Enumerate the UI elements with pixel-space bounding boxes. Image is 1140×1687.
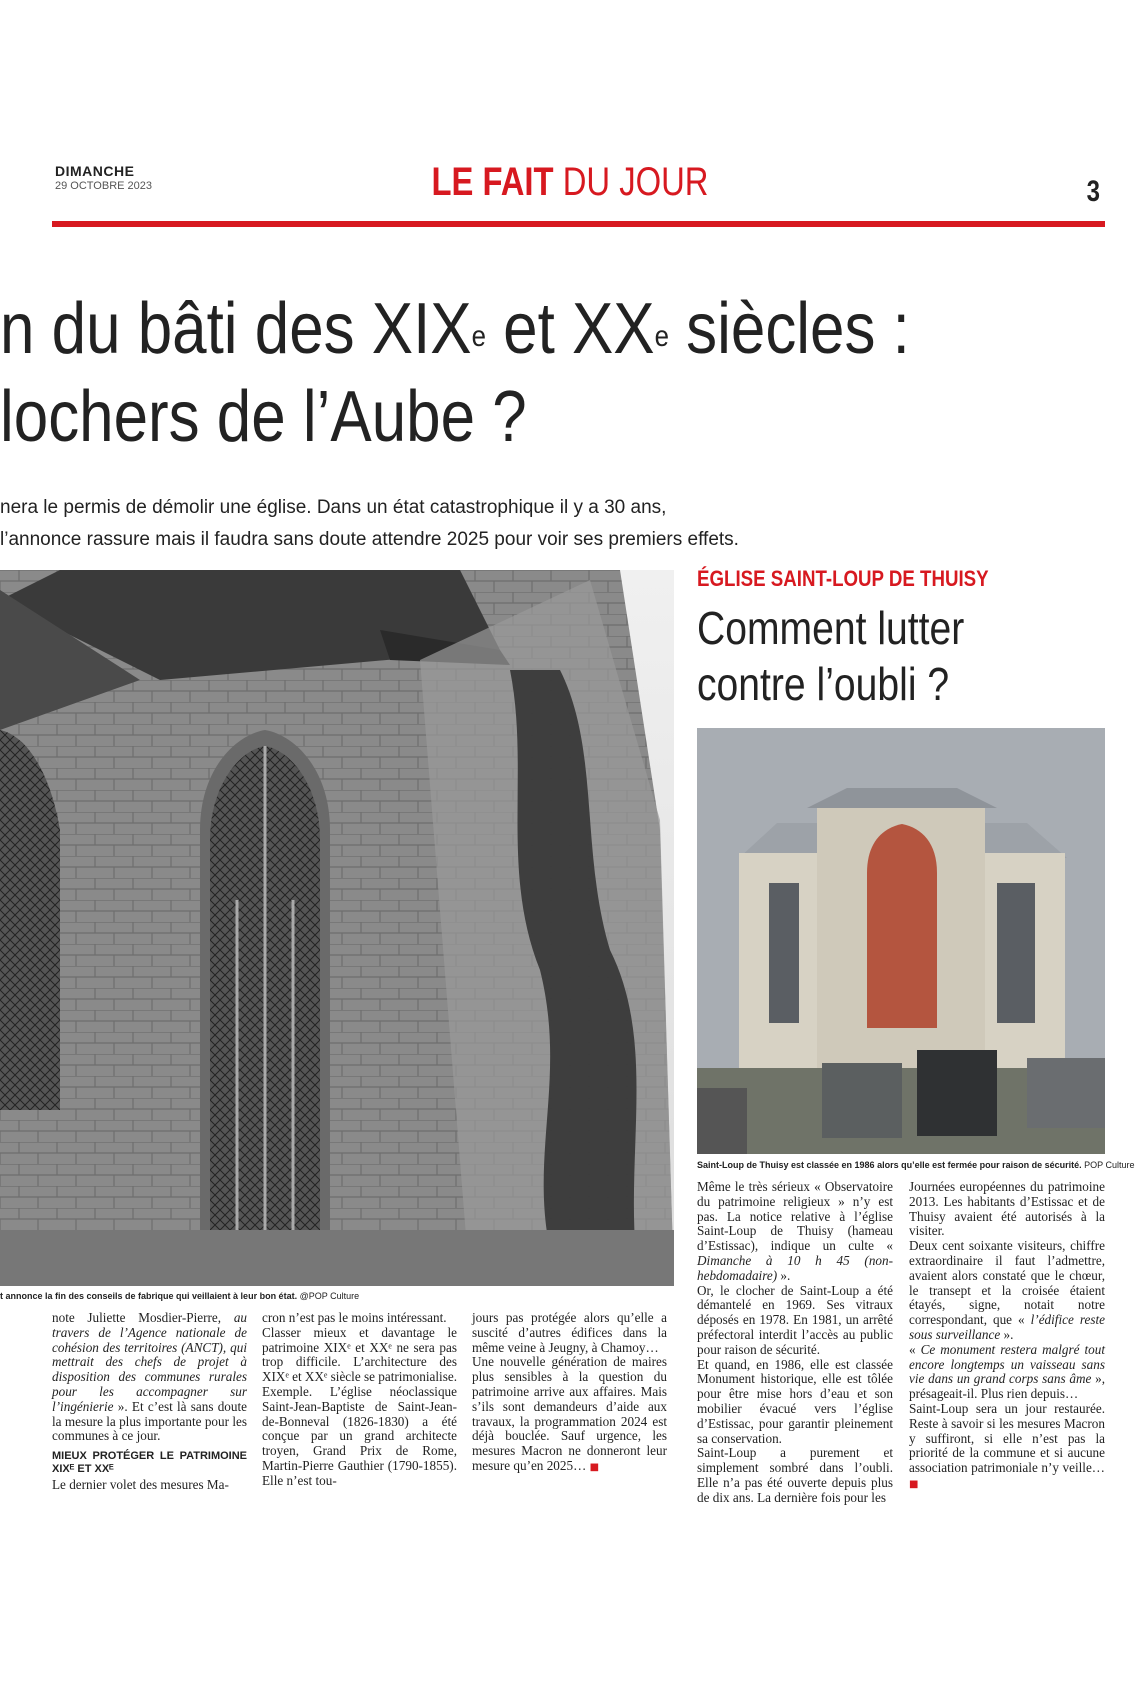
- main-headline: [0, 285, 910, 461]
- saint-loup-photo: [697, 728, 1105, 1154]
- page-number: 3: [1086, 175, 1101, 208]
- sidebar-photo-caption: Saint-Loup de Thuisy est classée en 1986 alors qu’elle est fermée pour raison de sécurité. POP Culture: [697, 1160, 1135, 1170]
- article-column-1: note Juliette Mosdier-Pierre, au travers de l’Agence nationale de cohésion des territoires (ANCT), qui mettrait des chefs de projet à disposition des communes rurales pour les accompagner sur l’ingénierie ». Et c’est là sans doute la mesure la plus importante pour les communes à ce jour. MIEUX PROTÉGER LE PATRIMOINE XIXᴱ ET XXᴱ Le dernier volet des mesures Ma-: [52, 1310, 247, 1493]
- sidebar-title: Comment lutter contre l’oubli ?: [697, 602, 965, 710]
- rubric-bold: LE FAIT: [431, 160, 554, 204]
- end-mark-icon: ■: [589, 1461, 600, 1473]
- headline-line-1: n du bâti des XIXe et XXe siècles :: [0, 289, 910, 369]
- section-rubric: [103, 160, 1038, 205]
- edition-day: DIMANCHE: [55, 163, 135, 179]
- main-photo-caption: t annonce la fin des conseils de fabrique qui veillaient à leur bon état. @POP Culture: [0, 1291, 360, 1301]
- church-photo: [0, 570, 674, 1286]
- photo-credit: POP Culture: [1084, 1160, 1135, 1170]
- article-column-3: jours pas protégée alors qu’elle a suscité d’autres édifices dans la même veine à Jeugny, à Chamoy… Une nouvelle génération de maires plus sensibles à la question du patrimoine arrive aux affaires. Mais s’ils sont demandeurs d’aide aux travaux, la programmation 2024 est déjà bouclée. Sauf urgence, les mesures Macron ne donneront leur mesure qu’en 2025… ■: [472, 1310, 667, 1473]
- article-column-2: cron n’est pas le moins intéressant. Classer mieux et davantage le patrimoine XIXᵉ et XXᵉ ne sera pas trop difficile. L’architecture des XIXᵉ et XXᵉ siècle se patrimonialise. Exemple. L’église néoclassique Saint-Jean-Baptiste de Saint-Jean-de-Bonneval (1826-1830) a été conçue par un grand architecte troyen, Grand Prix de Rome, Martin-Pierre Gauthier (1790-1855). Elle n’est tou-: [262, 1310, 457, 1488]
- end-mark-icon: ■: [909, 1478, 919, 1490]
- sidebar-column-1: Même le très sérieux « Observatoire du patrimoine religieux » n’y est pas. La notice relative à l’église Saint-Loup de Thuisy (hameau d’Estissac), indique un culte « Dimanche à 10 h 45 (non-hebdomadaire) ». Or, le clocher de Saint-Loup a été démantelé en 1969. Ses vitraux déposés en 1978. En 1981, un arrêté préfectoral interdit l’accès au public pour raison de sécurité. Et quand, en 1986, elle est classée Monument historique, elle est tôlée pour être mise hors d’eau et son mobilier évacué vers l’église d’Estissac, pour garantir pleinement sa conservation. Saint-Loup a purement et simplement sombré dans l’oubli. Elle n’a pas été ouverte depuis plus de dix ans. La dernière fois pour les: [697, 1179, 893, 1505]
- photo-credit: @POP Culture: [299, 1291, 360, 1301]
- headline-line-2: lochers de l’Aube ?: [0, 377, 527, 457]
- intro-text: nera le permis de démolir une église. Dans un état catastrophique il y a 30 ans, l’annonce rassure mais il faudra sans doute attendre 2025 pour voir ses premiers effets.: [0, 497, 739, 550]
- edition-date: 29 OCTOBRE 2023: [55, 180, 153, 192]
- rubric-light: DU JOUR: [562, 160, 709, 204]
- sidebar-kicker: ÉGLISE SAINT-LOUP DE THUISY: [697, 566, 989, 591]
- header-rule: [52, 221, 1105, 227]
- column-subheading: MIEUX PROTÉGER LE PATRIMOINE XIXᴱ ET XXᴱ: [52, 1450, 247, 1476]
- sidebar-column-2: Journées européennes du patrimoine 2013. Les habitants d’Estissac et de Thuisy avaient été autorisés à la visiter. Deux cent soixante visiteurs, chiffre extraordinaire il faut l’admettre, avaient alors constaté que le chœur, le transept et la croisée étaient étayés, signe, notait notre correspondant, que « l’édifice reste sous surveillance ». « Ce monument restera malgré tout encore longtemps un vaisseau sans vie dans un grand corps sans âme », présageait-il. Plus rien depuis… Saint-Loup sera un jour restaurée. Reste à savoir si les mesures Macron y suffiront, si elle n’est pas la priorité de la commune et si aucune association patrimoniale n’y veille… ■: [909, 1179, 1105, 1490]
